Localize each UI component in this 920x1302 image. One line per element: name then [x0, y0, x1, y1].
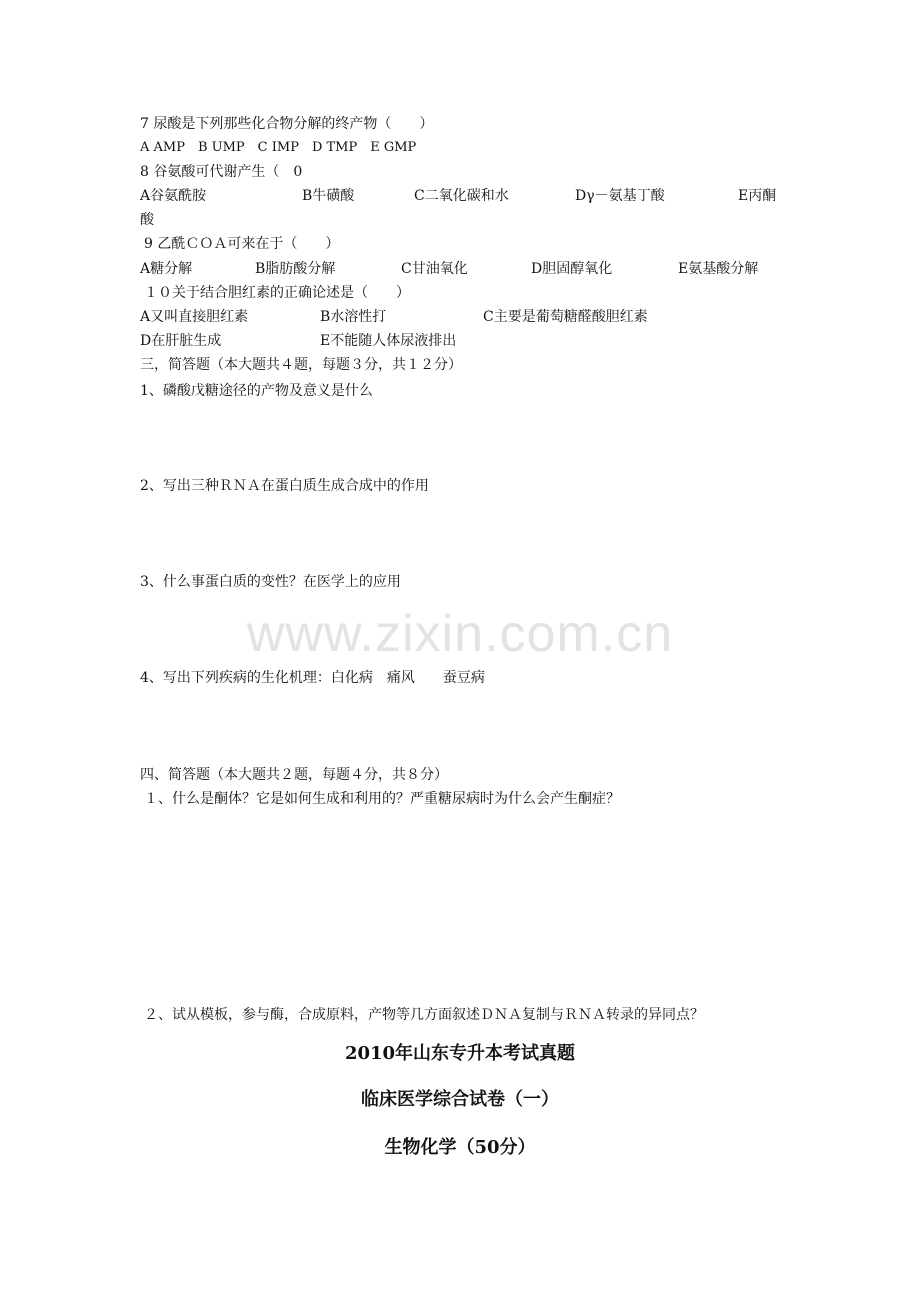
q7-options: A AMP B UMP C IMP D TMP E GMP [140, 140, 417, 155]
q8-option-e-continued: 酸 [140, 212, 154, 228]
q9-option-b: B脂肪酸分解 [255, 261, 336, 277]
q8-option-c: C二氧化碳和水 [414, 188, 509, 204]
q9-option-c: C甘油氧化 [401, 261, 468, 277]
q9-stem: 9 乙酰ＣＯＡ可来在于（ ） [144, 236, 340, 252]
section-3-question-3: 3、什么事蛋白质的变性？在医学上的应用 [140, 574, 401, 590]
q7-stem: 7 尿酸是下列那些化合物分解的终产物（ ） [140, 116, 434, 132]
watermark: www.zixin.com.cn [246, 605, 674, 663]
q8-option-b: B牛磺酸 [302, 188, 355, 204]
q10-stem: １０关于结合胆红素的正确论述是（ ） [144, 285, 410, 301]
section-3-question-2: 2、写出三种ＲＮＡ在蛋白质生成合成中的作用 [140, 478, 429, 494]
q8-option-e: E丙酮 [738, 188, 777, 204]
q10-option-b: B水溶性打 [320, 309, 387, 325]
q9-option-e: E氨基酸分解 [678, 261, 759, 277]
section-3-question-1: 1、磷酸戊糖途径的产物及意义是什么 [140, 383, 373, 399]
section-3-heading: 三，简答题（本大题共４题，每题３分，共１２分） [140, 357, 462, 373]
q9-option-d: D胆固醇氧化 [531, 261, 613, 277]
paper-title: 临床医学综合试卷（一） [361, 1089, 559, 1110]
q9-option-a: A糖分解 [140, 261, 193, 277]
q10-option-d: D在肝脏生成 [140, 333, 222, 349]
section-4-heading: 四、简答题（本大题共２题，每题４分，共８分） [140, 767, 448, 783]
section-4-question-1: １、什么是酮体？它是如何生成和利用的？严重糖尿病时为什么会产生酮症？ [144, 791, 620, 807]
exam-title: 2010年山东专升本考试真题 [344, 1043, 576, 1064]
q8-option-a: A谷氨酰胺 [140, 188, 207, 204]
q10-option-a: A又叫直接胆红素 [140, 309, 249, 325]
section-4-question-2: ２、试从模板，参与酶，合成原料，产物等几方面叙述ＤＮＡ复制与ＲＮＡ转录的异同点？ [144, 1007, 704, 1023]
q10-option-e: E不能随人体尿液排出 [320, 333, 457, 349]
q8-stem: 8 谷氨酸可代谢产生（ 0 [140, 164, 303, 180]
subject-title: 生物化学（50分） [384, 1137, 536, 1158]
section-3-question-4: 4、写出下列疾病的生化机理：白化病 痛风 蚕豆病 [140, 670, 485, 686]
q8-option-d: Dγ－氨基丁酸 [575, 188, 665, 204]
q10-option-c: C主要是葡萄糖醛酸胆红素 [483, 309, 648, 325]
